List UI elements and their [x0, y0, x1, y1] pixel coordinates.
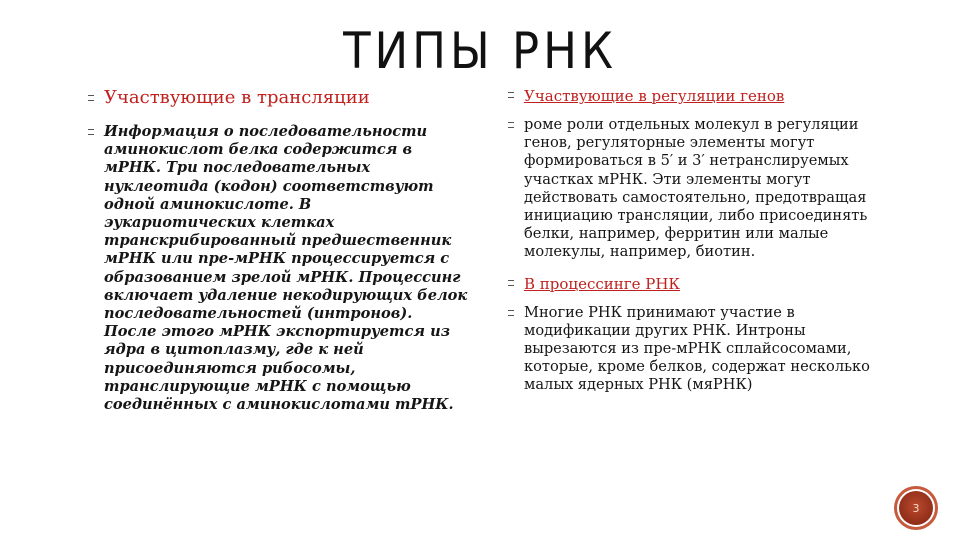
page-number-badge: 3 — [897, 489, 935, 527]
bullet-icon — [88, 95, 94, 101]
bullet-icon — [508, 280, 514, 286]
bullet-icon — [88, 129, 94, 135]
right-body-processing: Многие РНК принимают участие в модификации других РНК. Интроны вырезаются из пре-мРНК сплайсосомами, которые, кроме белков, содержат несколько малых ядерных РНК (мяРНК) — [524, 303, 870, 394]
left-body-text: Информация о последовательности аминокислот белка содержится в мРНК. Три последовательных нуклеотида (кодон) соответствуют одной аминокислоте. В эукариотических клетках транскрибированный предшественник мРНК или пре-мРНК процессируется с образованием зрелой мРНК. Процессинг включает удаление некодирующих белок последовательностей (интронов). После этого мРНК экспортируется из ядра в цитоплазму, где к ней присоединяются рибосомы, транслирующие мРНК с помощью соединённых с аминокислотами тРНК. — [104, 123, 468, 414]
bullet-icon — [508, 92, 514, 98]
slide-title: ТИПЫ РНК — [343, 22, 617, 80]
right-heading2-item — [508, 274, 888, 294]
bullet-icon — [508, 122, 514, 128]
right-column — [508, 86, 888, 395]
right-heading-regulation[interactable]: Участвующие в регуляции генов — [524, 87, 785, 105]
right-body2-item — [508, 304, 888, 395]
bullet-icon — [508, 310, 514, 316]
right-heading-processing[interactable]: В процессинге РНК — [524, 274, 681, 293]
left-heading-item — [88, 86, 468, 110]
right-heading1-item — [508, 86, 888, 106]
left-heading: Участвующие в трансляции — [104, 87, 370, 108]
left-column — [88, 86, 468, 414]
right-body1-item — [508, 116, 888, 262]
left-body-item — [88, 123, 468, 414]
right-body-regulation: роме роли отдельных молекул в регуляции генов, регуляторные элементы могут формироваться в 5′ и 3′ нетранслируемых участках мРНК. Эти элементы могут действовать самостоятельно, предотвращая инициацию трансляции, либо присоединять белки, например, ферритин или малые молекулы, например, биотин. — [524, 116, 868, 261]
